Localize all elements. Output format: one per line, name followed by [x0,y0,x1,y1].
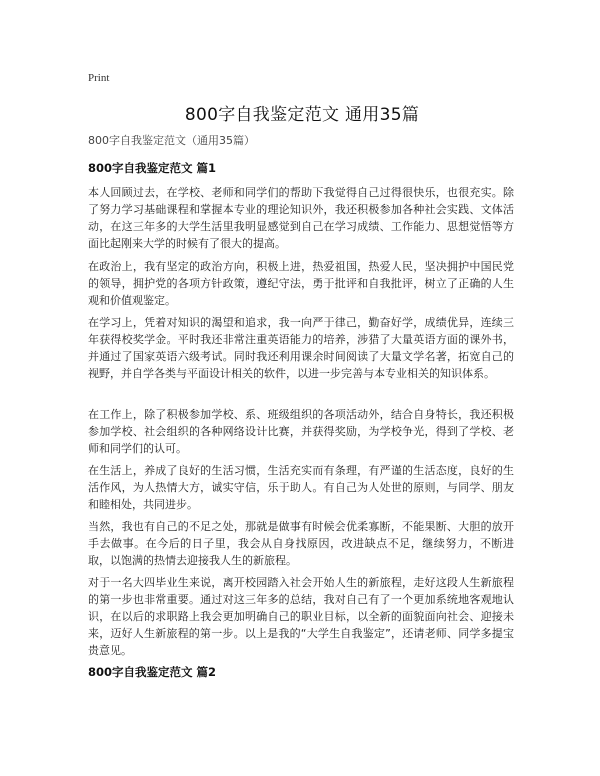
paragraph-1: 本人回顾过去，在学校、老师和同学们的帮助下我觉得自己过得很快乐，也很充实。除了努力学习基础课程和掌握本专业的理论知识外，我还积极参加各种社会实践、文体活动，在这三年多的大学生活里我明显感觉到自己在学习成绩、工作能力、思想觉悟等方面比起刚来大学的时候有了很大的提高。 [88,186,514,250]
section-heading-2: 800字自我鉴定范文 篇2 [88,665,217,679]
paragraph-5: 在生活上，养成了良好的生活习惯，生活充实而有条理，有严谨的生活态度，良好的生活作风，为人热情大方，诚实守信，乐于助人。有自己为人处世的原则，与同学、朋友和睦相处，共同进步。 [88,464,514,511]
print-link[interactable]: Print [88,72,110,84]
paragraph-6: 当然，我也有自己的不足之处，那就是做事有时候会优柔寡断，不能果断、大胆的放开手去做事。在今后的日子里，我会从自身找原因，改进缺点不足，继续努力，不断进取，以饱满的热情去迎接我人生的新旅程。 [88,520,514,567]
paragraph-7: 对于一名大四毕业生来说，离开校园踏入社会开始人生的新旅程，走好这段人生新旅程的第一步也非常重要。通过对这三年多的总结，我对自己有了一个更加系统地客观地认识，在以后的求职路上我会更加明确自己的职业目标，以全新的面貌面向社会、迎接未来，迈好人生新旅程的第一步。以上是我的“大学生自我鉴定”，还请老师、同学多提宝贵意见。 [88,576,514,657]
paragraph-3: 在学习上，凭着对知识的渴望和追求，我一向严于律己，勤奋好学，成绩优异，连续三年获得校奖学金。平时我还非常注重英语能力的培养，涉猎了大量英语方面的课外书，并通过了国家英语六级考试。同时我还利用课余时间阅读了大量文学名著，拓宽自己的视野，并自学各类与平面设计相关的软件，以进一步完善与本专业相关的知识体系。 [88,316,514,380]
paragraph-4: 在工作上，除了积极参加学校、系、班级组织的各项活动外，结合自身特长，我还积极参加学校、社会组织的各种网络设计比赛，并获得奖励，为学校争光，得到了学校、老师和同学们的认可。 [88,408,514,455]
section-heading-1: 800字自我鉴定范文 篇1 [88,161,217,175]
document-subtitle: 800字自我鉴定范文（通用35篇） [88,134,255,147]
document-title: 800字自我鉴定范文 通用35篇 [184,105,420,125]
paragraph-2: 在政治上，我有坚定的政治方向，积极上进，热爱祖国，热爱人民，坚决拥护中国民党的领导，拥护党的各项方针政策，遵纪守法，勇于批评和自我批评，树立了正确的人生观和价值观鉴定。 [88,260,514,307]
